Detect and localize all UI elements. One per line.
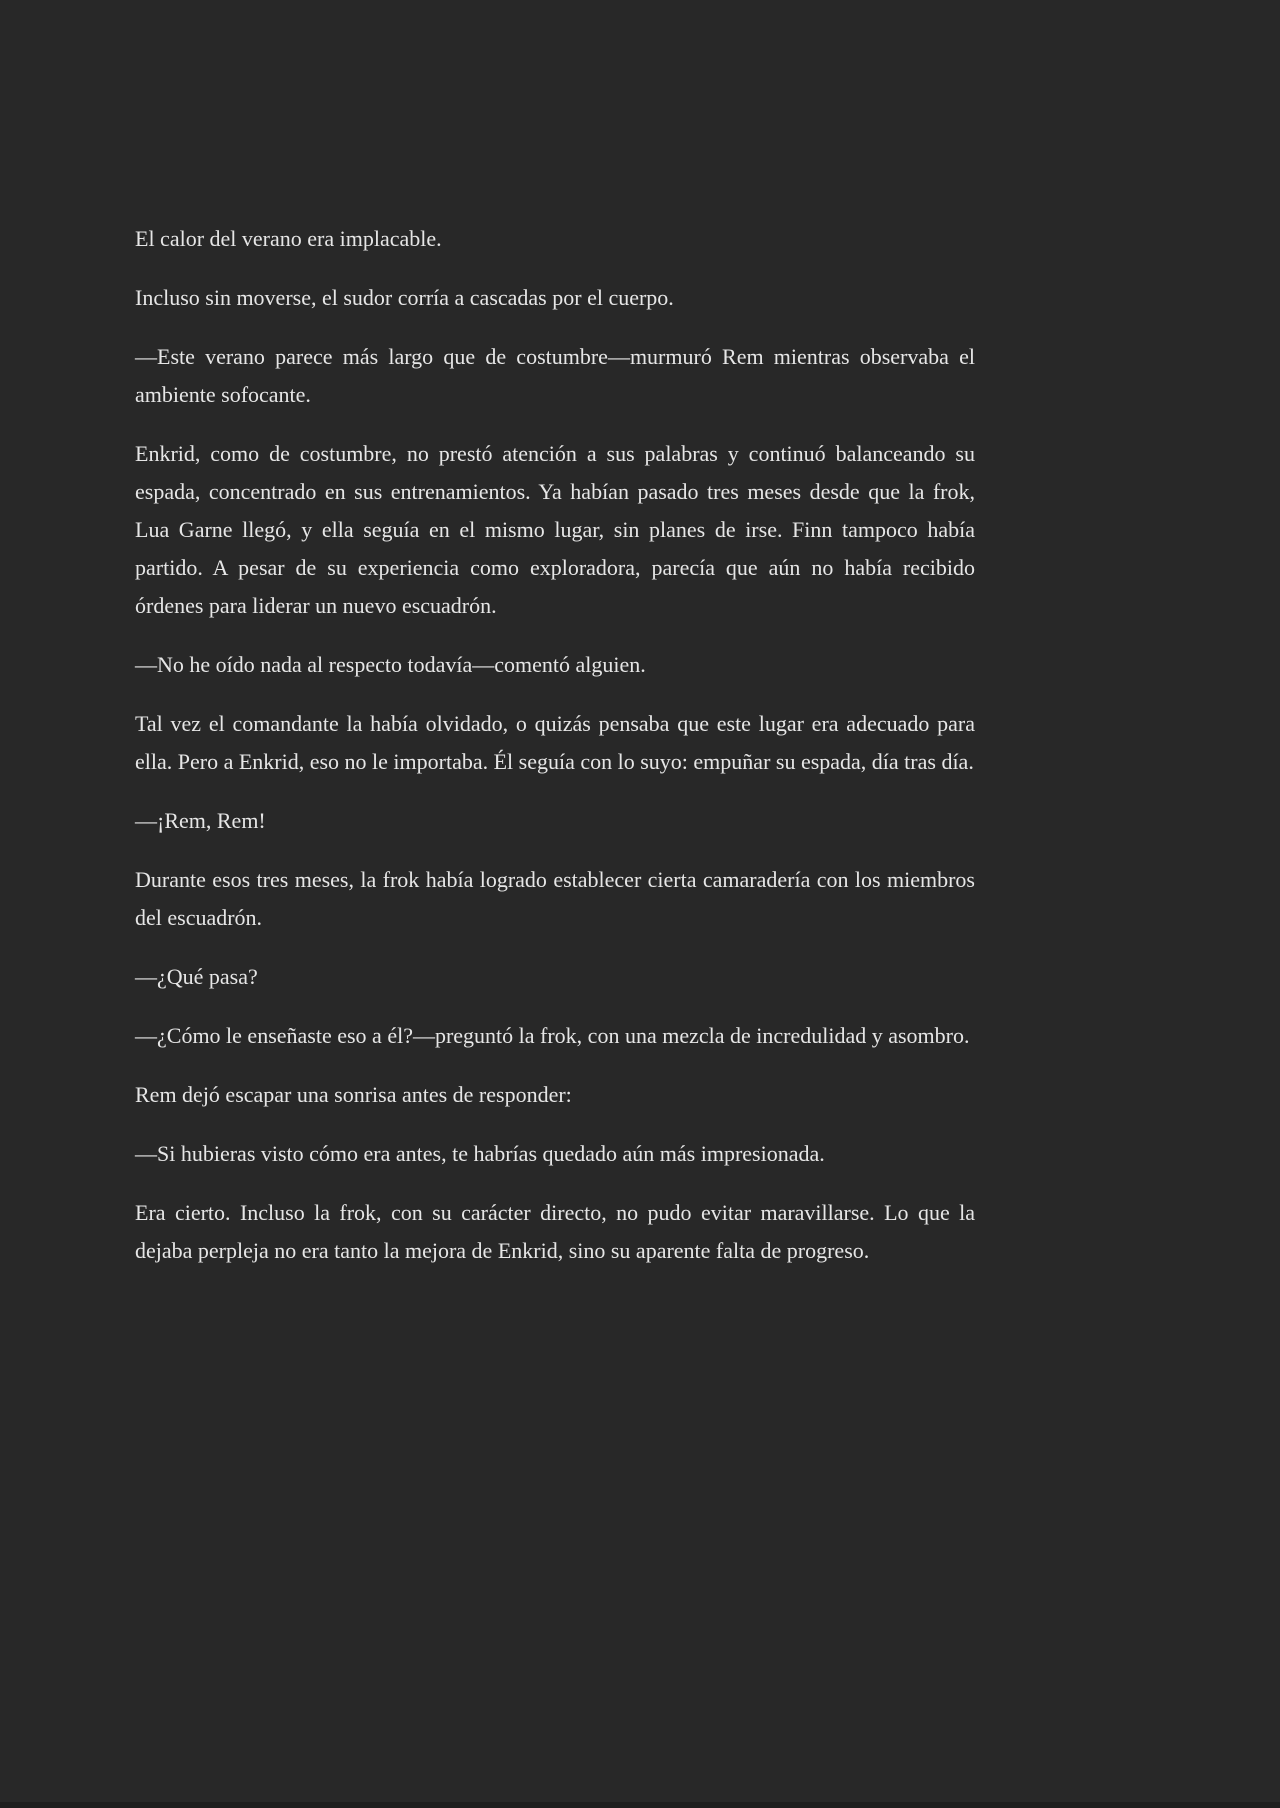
paragraph: —¿Cómo le enseñaste eso a él?—preguntó la frok, con una mezcla de incredulidad y asombro.	[135, 1023, 970, 1048]
paragraph: Rem dejó escapar una sonrisa antes de responder:	[135, 1082, 572, 1107]
paragraph: Enkrid, como de costumbre, no prestó atención a sus palabras y continuó balanceando su espada, concentrado en sus entrenamientos. Ya habían pasado tres meses desde que la frok, Lua Garne llegó, y ella seguía en el mismo lugar, sin planes de irse. Finn tampoco había partido. A pesar de su experiencia como exploradora, parecía que aún no había recibido órdenes para liderar un nuevo escuadrón.	[135, 441, 975, 618]
paragraph: —No he oído nada al respecto todavía—comentó alguien.	[135, 652, 646, 677]
paragraph: —Este verano parece más largo que de costumbre—murmuró Rem mientras observaba el ambiente sofocante.	[135, 344, 975, 407]
paragraph: Era cierto. Incluso la frok, con su carácter directo, no pudo evitar maravillarse. Lo que la dejaba perpleja no era tanto la mejora de Enkrid, sino su aparente falta de progreso.	[135, 1200, 975, 1263]
paragraph: Tal vez el comandante la había olvidado, o quizás pensaba que este lugar era adecuado para ella. Pero a Enkrid, eso no le importaba. Él seguía con lo suyo: empuñar su espada, día tras día.	[135, 711, 975, 774]
paragraph: Durante esos tres meses, la frok había logrado establecer cierta camaradería con los miembros del escuadrón.	[135, 867, 975, 930]
viewport-bottom-edge	[0, 1802, 1280, 1808]
paragraph: —¿Qué pasa?	[135, 964, 258, 989]
paragraph: El calor del verano era implacable.	[135, 226, 442, 251]
paragraph: —¡Rem, Rem!	[135, 808, 266, 833]
chapter-text-column	[135, 220, 975, 1291]
paragraph: —Si hubieras visto cómo era antes, te habrías quedado aún más impresionada.	[135, 1141, 825, 1166]
paragraph: Incluso sin moverse, el sudor corría a cascadas por el cuerpo.	[135, 285, 674, 310]
